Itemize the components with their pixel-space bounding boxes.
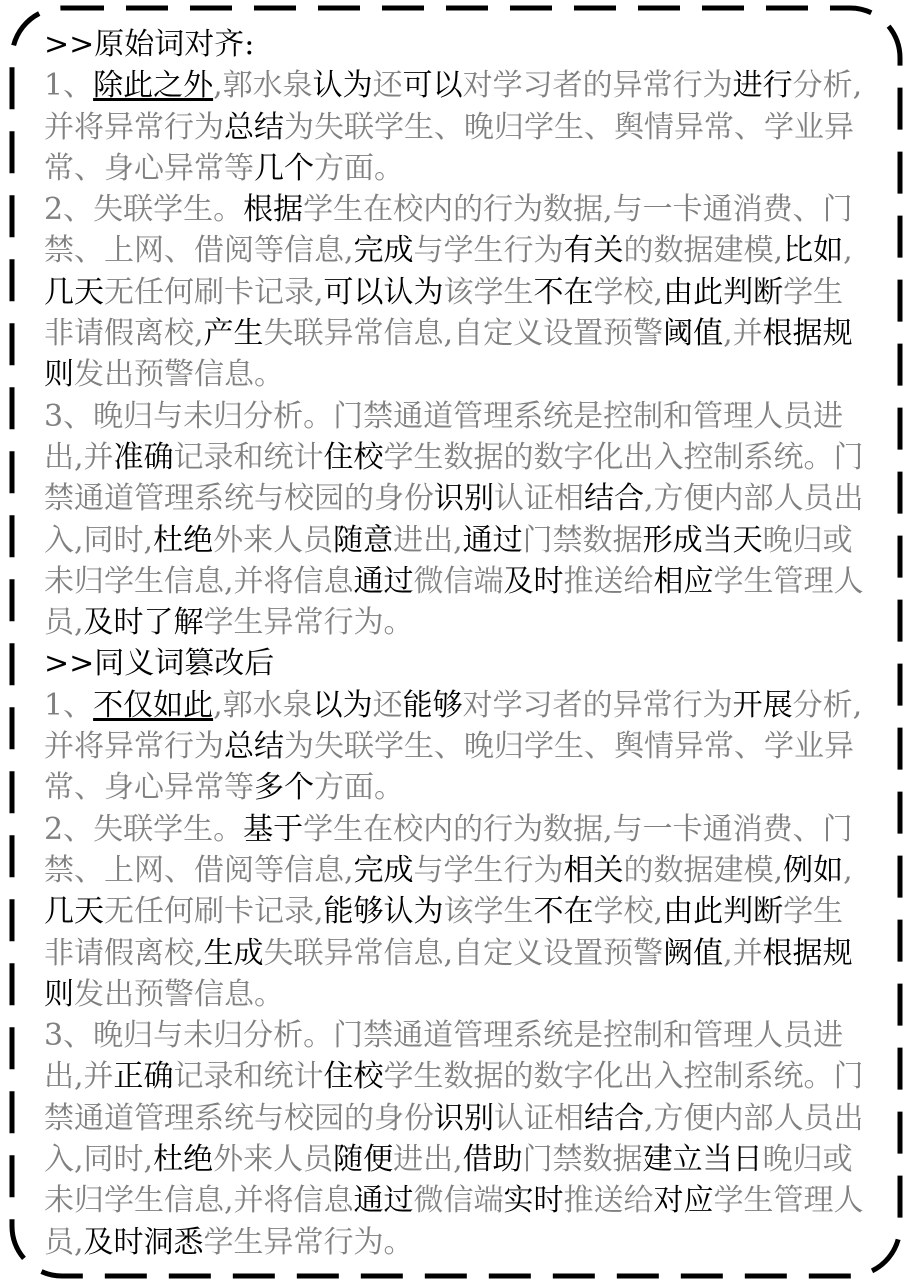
highlighted-word: 完成	[353, 852, 414, 888]
highlighted-word: 通过	[353, 1183, 414, 1219]
text-segment: 学生非请假离校,	[44, 894, 844, 971]
text-segment: ,方便内部人员出入,同时,	[44, 1100, 864, 1178]
comparison-document	[44, 24, 864, 1263]
text-segment: 1、	[44, 68, 94, 104]
highlighted-word: 完成	[353, 233, 414, 269]
highlighted-word: 开展	[732, 687, 793, 723]
highlighted-word: 随便	[333, 1142, 394, 1178]
paragraph	[44, 685, 864, 809]
highlighted-word: 根据	[243, 192, 304, 228]
paragraph	[44, 189, 864, 395]
highlighted-word: 结合	[584, 481, 644, 517]
highlighted-word: 相应	[653, 563, 714, 599]
paragraph	[44, 65, 864, 189]
highlighted-word: 正确	[113, 1059, 174, 1095]
text-segment: 还	[372, 68, 403, 104]
text-segment: ,方便内部人员出入,同时,	[44, 481, 864, 558]
text-segment: 对学习者的异常行为	[462, 687, 733, 723]
highlighted-word: 准确	[113, 439, 174, 475]
highlighted-word: 可以	[402, 68, 463, 104]
section-header: >>原始词对齐:	[44, 27, 255, 62]
text-segment: 无任何刷卡记录,	[104, 894, 324, 930]
highlighted-word: 借助	[462, 1142, 523, 1178]
highlighted-word: 通过	[353, 563, 414, 599]
highlighted-word: 实时	[503, 1183, 564, 1219]
text-segment: 3、晚归与未归分析。门禁通道管理系统是控制和管理人员进出,并	[44, 398, 844, 475]
text-segment: 学校,	[593, 274, 664, 310]
text-segment: 晚归或未归学生信息,并将信息	[44, 522, 853, 599]
text-segment: 该学生	[443, 894, 534, 930]
highlighted-word: 及时	[503, 563, 564, 599]
text-segment: 门禁数据	[522, 522, 643, 558]
text-segment: 1、	[44, 687, 94, 723]
highlighted-word: 有关	[563, 233, 624, 269]
text-segment: 推送给	[563, 1183, 654, 1219]
highlighted-word: 基于	[243, 811, 304, 847]
highlighted-word: 比如	[783, 233, 844, 269]
highlighted-word: 建立当日	[642, 1142, 763, 1178]
highlighted-word: 相关	[563, 852, 624, 888]
highlighted-word: 由此判断	[663, 894, 784, 930]
text-segment: 2、失联学生。	[44, 192, 244, 228]
text-segment: 学生在校内的行为数据,与一卡通消费、门禁、上网、借阅等信息,	[44, 192, 853, 269]
text-segment: 方面。	[314, 150, 404, 186]
highlighted-word: 识别	[434, 1100, 494, 1136]
text-segment: 微信端	[413, 563, 504, 599]
highlighted-word: 例如	[783, 852, 844, 888]
highlighted-word: 由此判断	[663, 274, 784, 310]
text-segment: ,郭水泉	[213, 687, 313, 723]
paragraph	[44, 396, 864, 644]
highlighted-word: 随意	[333, 522, 394, 558]
text-segment: 记录和统计	[173, 1059, 324, 1095]
text-segment: 2、失联学生。	[44, 811, 244, 847]
highlighted-word: 及时了解	[83, 605, 204, 641]
highlighted-word: 阈值	[663, 316, 724, 352]
highlighted-word: 多个	[254, 770, 314, 806]
text-segment: 学生数据的数字化出入控制系统。门禁通道管理系统与校园的身份	[44, 1059, 864, 1136]
text-segment: 学生非请假离校,	[44, 274, 844, 352]
underlined-word: 除此之外	[93, 68, 214, 104]
text-segment: 为失联学生、晚归学生、舆情异常、学业异常、身心异常等	[44, 729, 854, 806]
text-segment: 失联异常信息,自定义设置预警	[263, 316, 664, 352]
highlighted-word: 杜绝	[153, 1142, 214, 1178]
text-segment: 对学习者的异常行为	[462, 68, 733, 104]
text-segment: 外来人员	[213, 522, 334, 558]
highlighted-word: 进行	[732, 68, 793, 104]
text-segment: 分析,并将异常行为	[44, 687, 863, 765]
text-segment: 进出,	[393, 522, 463, 558]
highlighted-word: 几天	[44, 894, 104, 930]
text-segment: 门禁数据	[522, 1142, 643, 1178]
text-segment: ,并	[723, 935, 763, 971]
section-header: >>同义词篡改后	[44, 646, 275, 682]
text-segment: 晚归或未归学生信息,并将信息	[44, 1142, 853, 1219]
highlighted-word: 总结	[224, 729, 284, 765]
highlighted-word: 总结	[224, 109, 284, 145]
text-segment: 学生数据的数字化出入控制系统。门禁通道管理系统与校园的身份	[44, 439, 864, 517]
highlighted-word: 阙值	[663, 935, 724, 971]
highlighted-word: 通过	[462, 522, 523, 558]
highlighted-word: 可以认为	[323, 274, 444, 310]
text-segment: 认证相	[494, 481, 584, 517]
highlighted-word: 杜绝	[153, 522, 214, 558]
text-segment: 外来人员	[213, 1142, 334, 1178]
text-segment: 学生在校内的行为数据,与一卡通消费、门禁、上网、借阅等信息,	[44, 811, 853, 888]
text-segment: 推送给	[563, 563, 654, 599]
text-segment: 学生异常行为。	[203, 1224, 414, 1260]
text-segment: ,	[843, 233, 853, 269]
highlighted-word: 结合	[584, 1100, 644, 1136]
text-segment: 无任何刷卡记录,	[104, 274, 324, 310]
underlined-word: 不仅如此	[93, 687, 214, 723]
highlighted-word: 住校	[323, 439, 384, 475]
text-segment: 方面。	[314, 770, 404, 806]
text-segment: 与学生行为	[413, 233, 564, 269]
text-segment: 记录和统计	[173, 439, 324, 475]
highlighted-word: 不在	[533, 274, 594, 310]
highlighted-word: 不在	[533, 894, 594, 930]
text-segment: ,郭水泉	[213, 68, 313, 104]
text-segment: 学生异常行为。	[203, 605, 414, 641]
text-segment: 为失联学生、晚归学生、舆情异常、学业异常、身心异常等	[44, 109, 854, 186]
highlighted-word: 以为	[312, 687, 373, 723]
highlighted-word: 对应	[653, 1183, 714, 1219]
text-segment: 的数据建模,	[623, 233, 784, 269]
highlighted-word: 根据规则	[44, 935, 853, 1012]
highlighted-word: 认为	[312, 68, 373, 104]
text-segment: 的数据建模,	[623, 852, 784, 888]
text-segment: 学生管理人员,	[44, 563, 864, 641]
highlighted-word: 几天	[44, 274, 104, 310]
highlighted-word: 能够认为	[323, 894, 444, 930]
paragraph	[44, 809, 864, 1015]
text-segment: 发出预警信息。	[74, 976, 284, 1012]
text-segment: ,	[843, 852, 853, 888]
text-segment: 学生管理人员,	[44, 1183, 864, 1260]
text-segment: 发出预警信息。	[74, 357, 284, 393]
highlighted-word: 及时洞悉	[83, 1224, 204, 1260]
highlighted-word: 形成当天	[642, 522, 763, 558]
highlighted-word: 住校	[323, 1059, 384, 1095]
text-segment: 认证相	[494, 1100, 584, 1136]
highlighted-word: 能够	[402, 687, 463, 723]
text-segment: 与学生行为	[413, 852, 564, 888]
text-segment: 学校,	[593, 894, 664, 930]
paragraph	[44, 1015, 864, 1263]
text-segment: 失联异常信息,自定义设置预警	[263, 935, 664, 971]
text-segment: ,并	[723, 316, 763, 352]
highlighted-word: 识别	[434, 481, 494, 517]
text-segment: 还	[372, 687, 403, 723]
highlighted-word: 几个	[254, 150, 314, 186]
highlighted-word: 产生	[203, 316, 264, 352]
text-segment: 微信端	[413, 1183, 504, 1219]
text-segment: 分析,并将异常行为	[44, 68, 863, 145]
text-segment: 进出,	[393, 1142, 463, 1178]
highlighted-word: 生成	[203, 935, 264, 971]
text-segment: 该学生	[443, 274, 534, 310]
text-segment: 3、晚归与未归分析。门禁通道管理系统是控制和管理人员进出,并	[44, 1018, 844, 1095]
highlighted-word: 根据规则	[44, 316, 853, 393]
